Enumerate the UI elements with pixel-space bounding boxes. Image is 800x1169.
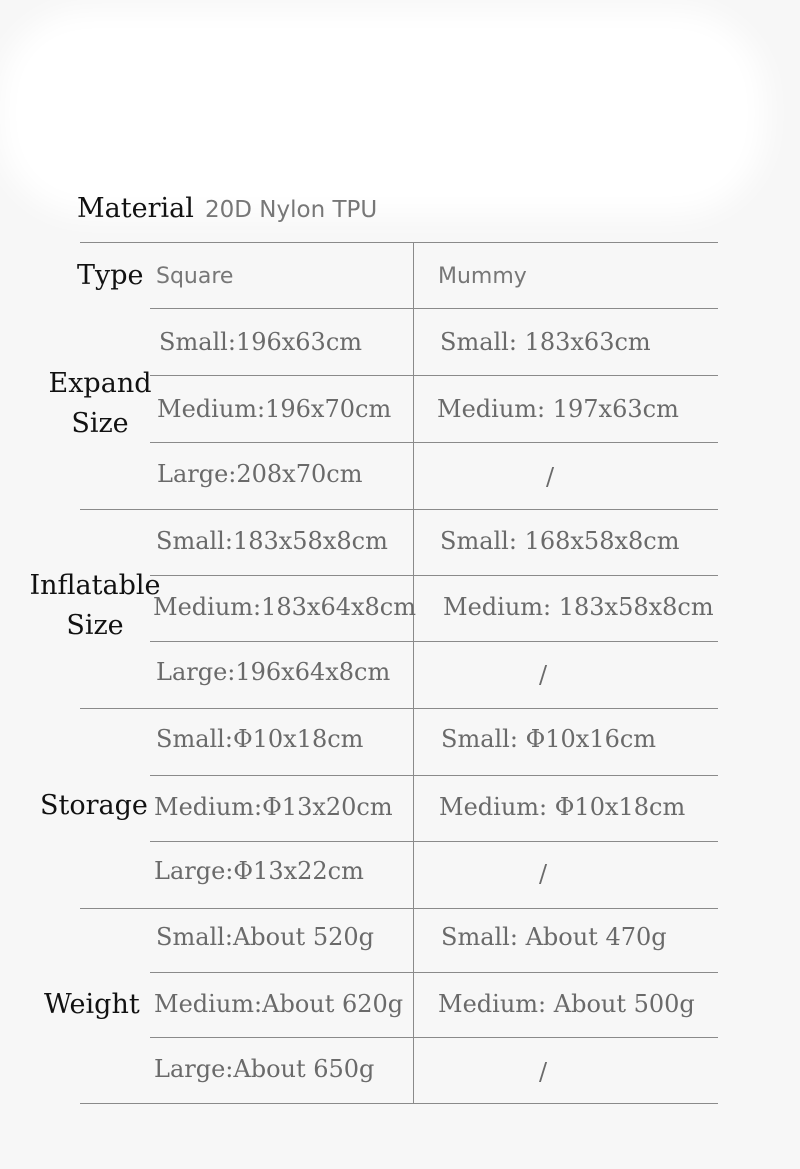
row-divider [150, 442, 718, 443]
inflatable-size-label: Inflatable Size [29, 570, 161, 641]
inflatable-medium-mummy: Medium: 183x58x8cm [443, 593, 714, 621]
row-divider [150, 841, 718, 842]
expand-large-square: Large:208x70cm [157, 460, 363, 488]
row-divider [150, 575, 718, 576]
expand-small-mummy: Small: 183x63cm [440, 328, 651, 356]
table-top-border [80, 242, 718, 243]
blank-header-area [18, 30, 746, 195]
storage-label: Storage [40, 790, 148, 821]
storage-large-square: Large:Φ13x22cm [154, 857, 364, 885]
expand-medium-mummy: Medium: 197x63cm [437, 395, 679, 423]
weight-small-mummy: Small: About 470g [441, 923, 667, 951]
weight-medium-mummy: Medium: About 500g [438, 990, 695, 1018]
weight-medium-square: Medium:About 620g [154, 990, 404, 1018]
row-divider [150, 641, 718, 642]
row-divider [150, 972, 718, 973]
table-bottom-border [80, 1103, 718, 1104]
expand-small-square: Small:196x63cm [159, 328, 363, 356]
material-label: Material [77, 193, 194, 224]
type-mummy: Mummy [438, 264, 527, 289]
inflatable-small-mummy: Small: 168x58x8cm [440, 527, 680, 555]
weight-label: Weight [44, 989, 140, 1020]
storage-small-square: Small:Φ10x18cm [156, 725, 364, 753]
section-divider [80, 908, 718, 909]
inflatable-small-square: Small:183x58x8cm [156, 527, 388, 555]
expand-large-mummy: / [546, 463, 555, 491]
weight-large-mummy: / [539, 1058, 548, 1086]
inflatable-large-square: Large:196x64x8cm [156, 658, 391, 686]
storage-medium-mummy: Medium: Φ10x18cm [439, 793, 686, 821]
weight-large-square: Large:About 650g [154, 1055, 375, 1083]
section-divider [80, 708, 718, 709]
type-square: Square [156, 264, 234, 289]
weight-small-square: Small:About 520g [156, 923, 374, 951]
row-divider [150, 308, 718, 309]
type-label: Type [77, 260, 144, 291]
material-value: 20D Nylon TPU [205, 197, 378, 223]
inflatable-medium-square: Medium:183x64x8cm [153, 593, 417, 621]
storage-medium-square: Medium:Φ13x20cm [154, 793, 393, 821]
row-divider [150, 1037, 718, 1038]
row-divider [150, 375, 718, 376]
row-divider [150, 775, 718, 776]
section-divider [80, 509, 718, 510]
storage-large-mummy: / [539, 860, 548, 888]
expand-medium-square: Medium:196x70cm [157, 395, 392, 423]
inflatable-large-mummy: / [539, 661, 548, 689]
expand-size-label: Expand Size [48, 368, 152, 439]
column-divider [413, 242, 414, 1103]
storage-small-mummy: Small: Φ10x16cm [441, 725, 657, 753]
